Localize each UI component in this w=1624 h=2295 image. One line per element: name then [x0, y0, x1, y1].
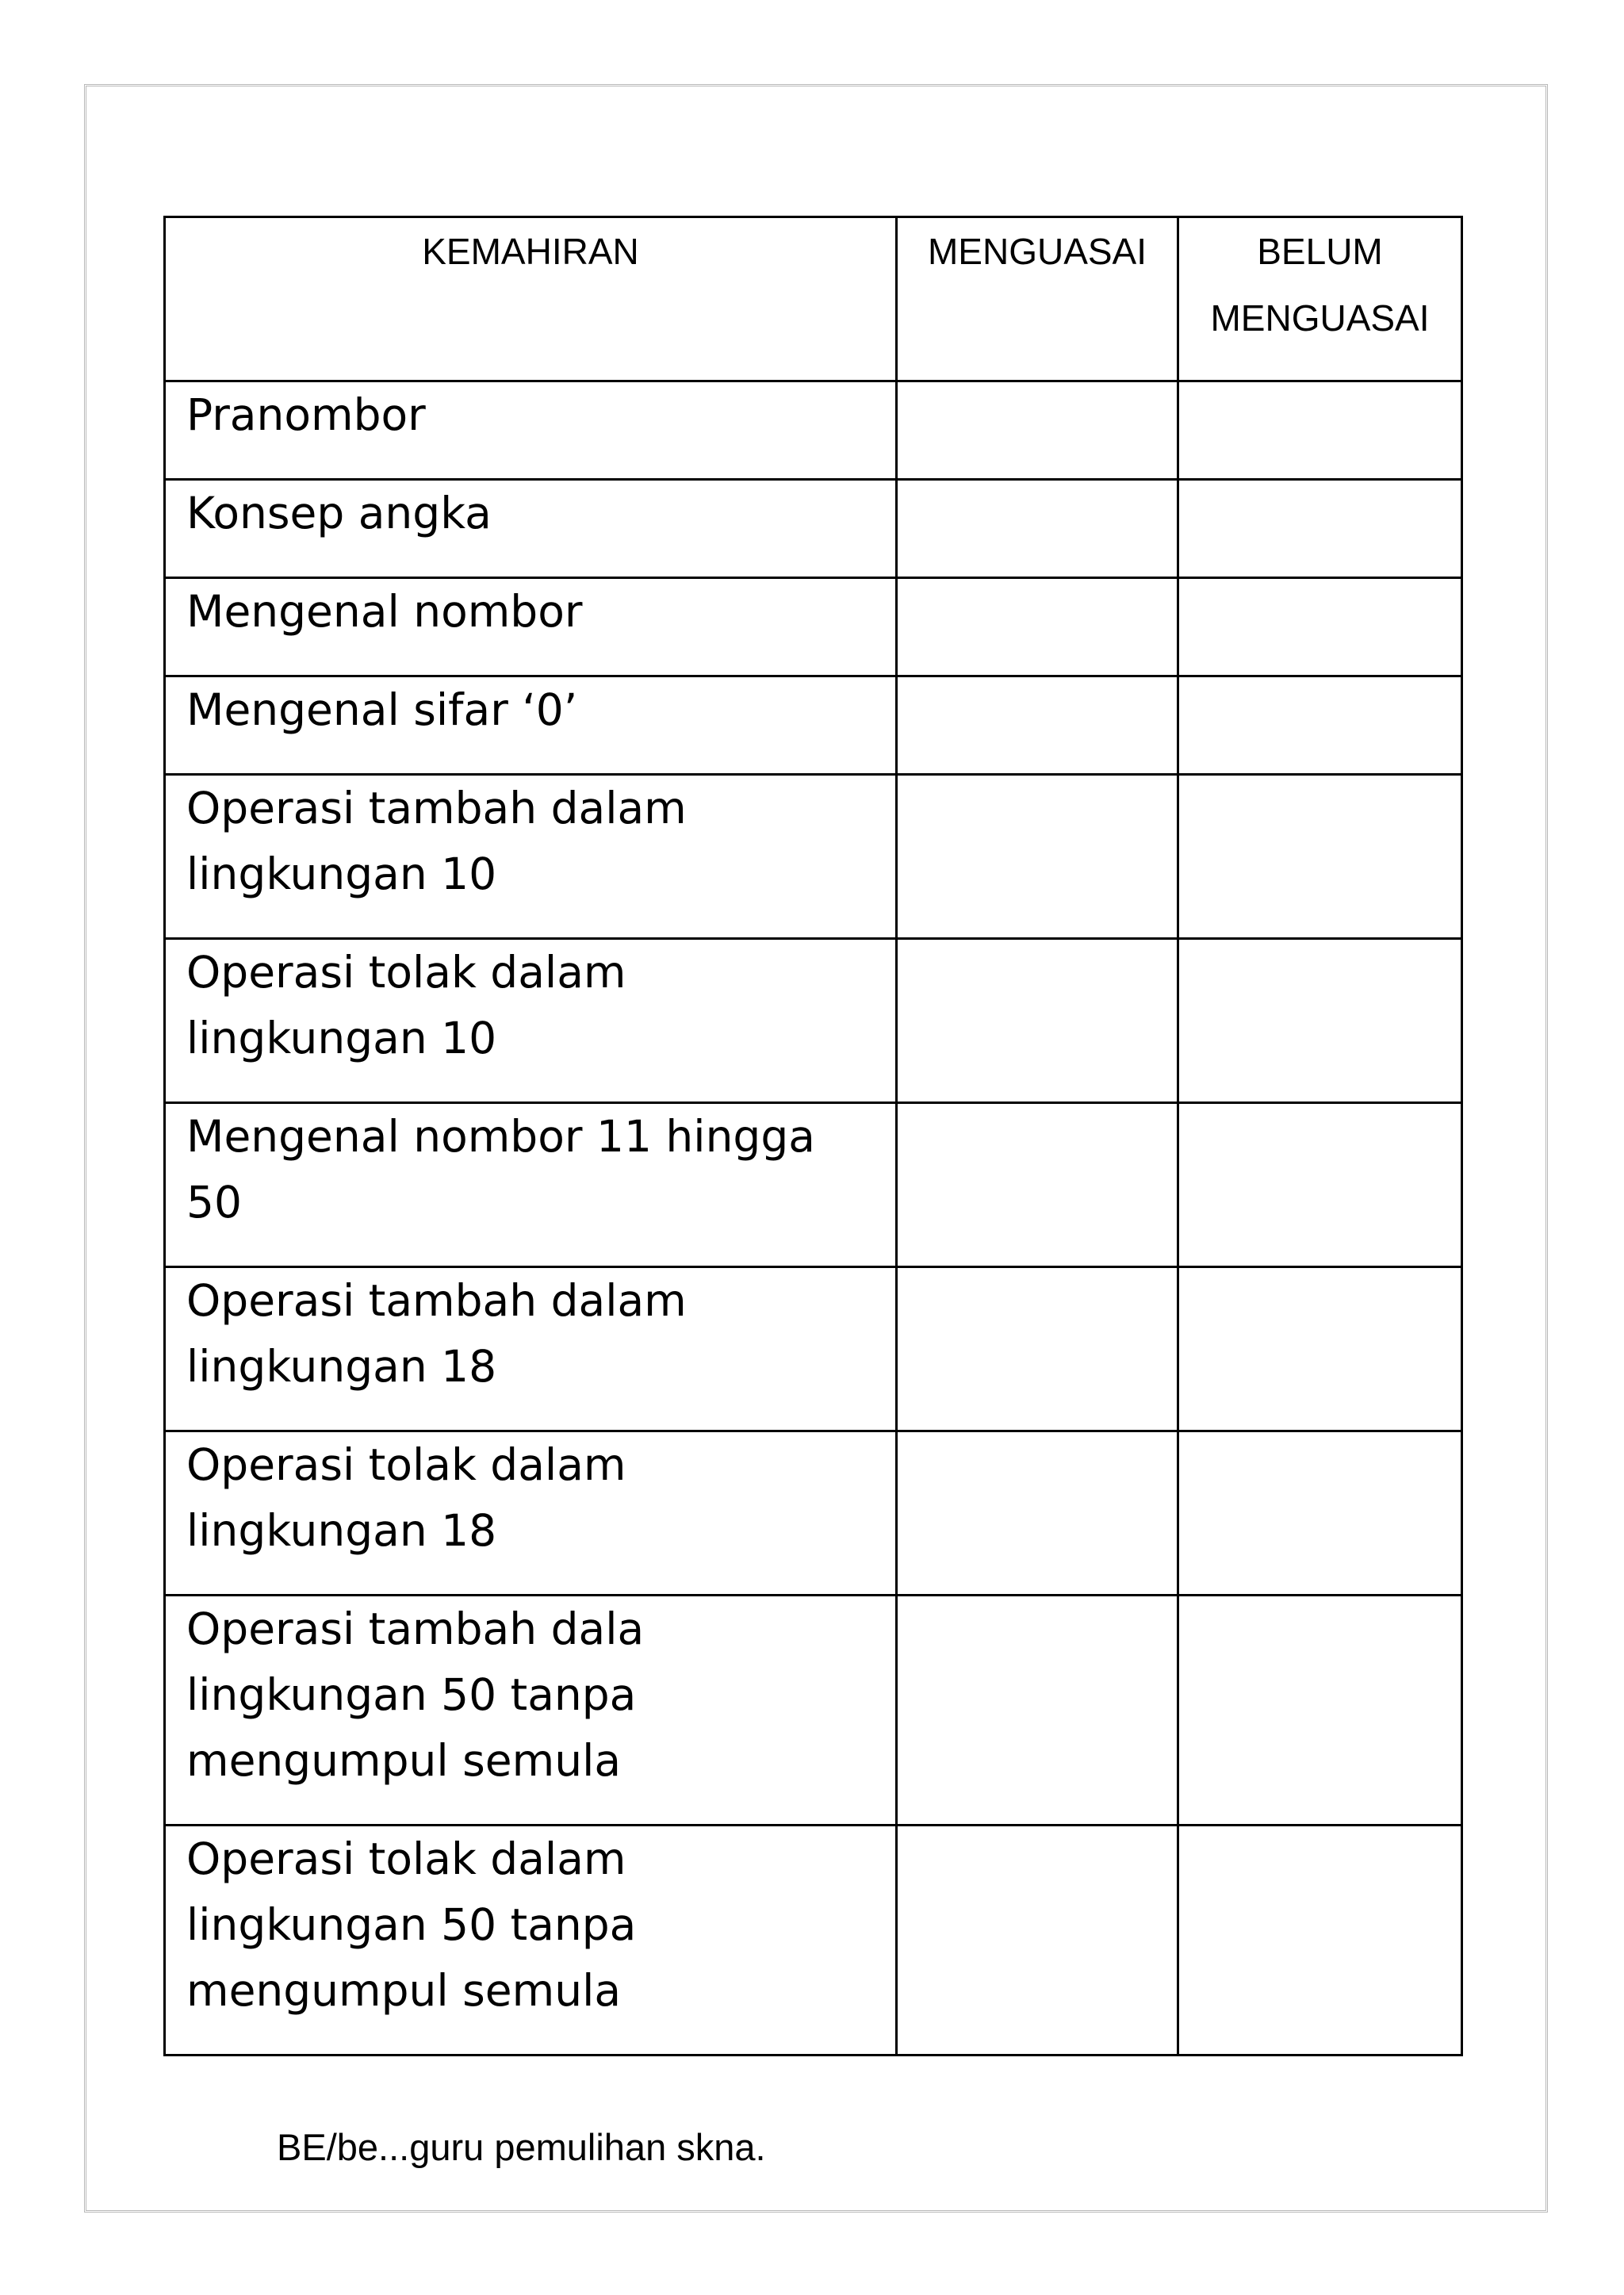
not-mastered-checkbox-cell[interactable]	[1178, 1826, 1462, 2056]
skill-cell	[165, 775, 897, 939]
skill-line: Operasi tambah dalam	[186, 783, 687, 833]
table-row	[165, 1103, 1462, 1267]
skill-line: lingkungan 50 tanpa	[186, 1669, 637, 1720]
mastered-checkbox-cell[interactable]	[897, 676, 1178, 775]
skill-cell	[165, 1103, 897, 1267]
skill-line: lingkungan 10	[186, 1013, 497, 1063]
header-not-mastered-line1: BELUM	[1257, 231, 1383, 272]
table-row	[165, 578, 1462, 676]
skill-line: Operasi tolak dalam	[186, 1439, 626, 1490]
not-mastered-checkbox-cell[interactable]	[1178, 1267, 1462, 1431]
footer-credit: BE/be...guru pemulihan skna.	[277, 2126, 766, 2168]
skill-line: Konsep angka	[186, 488, 492, 538]
skill-line: Mengenal sifar ‘0’	[186, 684, 578, 735]
not-mastered-checkbox-cell[interactable]	[1178, 578, 1462, 676]
skill-cell	[165, 1826, 897, 2056]
not-mastered-checkbox-cell[interactable]	[1178, 480, 1462, 578]
skill-line: Pranombor	[186, 389, 426, 440]
mastered-checkbox-cell[interactable]	[897, 939, 1178, 1103]
table-row	[165, 676, 1462, 775]
header-not-mastered	[1178, 217, 1462, 381]
mastered-checkbox-cell[interactable]	[897, 381, 1178, 480]
skill-cell	[165, 1431, 897, 1596]
mastered-checkbox-cell[interactable]	[897, 1431, 1178, 1596]
mastered-checkbox-cell[interactable]	[897, 1826, 1178, 2056]
skill-line: Mengenal nombor 11 hingga	[186, 1111, 815, 1162]
table-row	[165, 1431, 1462, 1596]
mastered-checkbox-cell[interactable]	[897, 1596, 1178, 1826]
skill-cell	[165, 381, 897, 480]
table-row	[165, 775, 1462, 939]
not-mastered-checkbox-cell[interactable]	[1178, 1431, 1462, 1596]
skill-line: mengumpul semula	[186, 1965, 622, 2016]
not-mastered-checkbox-cell[interactable]	[1178, 381, 1462, 480]
table-row	[165, 939, 1462, 1103]
table-row	[165, 1267, 1462, 1431]
skills-checklist-table	[163, 216, 1463, 2056]
skill-line: Operasi tolak dalam	[186, 947, 626, 998]
skill-line: Mengenal nombor	[186, 586, 583, 637]
skill-cell	[165, 676, 897, 775]
header-skill-label: KEMAHIRAN	[422, 231, 639, 272]
header-skill	[165, 217, 897, 381]
not-mastered-checkbox-cell[interactable]	[1178, 1596, 1462, 1826]
table-row	[165, 1596, 1462, 1826]
header-not-mastered-line2: MENGUASAI	[1210, 297, 1430, 339]
skill-cell	[165, 578, 897, 676]
skill-line: mengumpul semula	[186, 1735, 622, 1786]
not-mastered-checkbox-cell[interactable]	[1178, 676, 1462, 775]
skill-line: Operasi tambah dalam	[186, 1275, 687, 1326]
table-row	[165, 480, 1462, 578]
header-mastered	[897, 217, 1178, 381]
skill-line: Operasi tolak dalam	[186, 1833, 626, 1884]
not-mastered-checkbox-cell[interactable]	[1178, 775, 1462, 939]
mastered-checkbox-cell[interactable]	[897, 775, 1178, 939]
header-mastered-label: MENGUASAI	[927, 231, 1147, 272]
table-row	[165, 1826, 1462, 2056]
table-row	[165, 381, 1462, 480]
skill-cell	[165, 480, 897, 578]
skill-cell	[165, 939, 897, 1103]
not-mastered-checkbox-cell[interactable]	[1178, 1103, 1462, 1267]
skill-cell	[165, 1596, 897, 1826]
skill-cell	[165, 1267, 897, 1431]
mastered-checkbox-cell[interactable]	[897, 1103, 1178, 1267]
table-header-row	[165, 217, 1462, 381]
skill-line: lingkungan 18	[186, 1341, 497, 1392]
not-mastered-checkbox-cell[interactable]	[1178, 939, 1462, 1103]
mastered-checkbox-cell[interactable]	[897, 480, 1178, 578]
skill-line: Operasi tambah dala	[186, 1603, 645, 1654]
skill-line: lingkungan 50 tanpa	[186, 1899, 637, 1950]
skill-line: lingkungan 10	[186, 849, 497, 899]
skill-line: 50	[186, 1177, 242, 1228]
mastered-checkbox-cell[interactable]	[897, 1267, 1178, 1431]
skill-line: lingkungan 18	[186, 1505, 497, 1556]
mastered-checkbox-cell[interactable]	[897, 578, 1178, 676]
